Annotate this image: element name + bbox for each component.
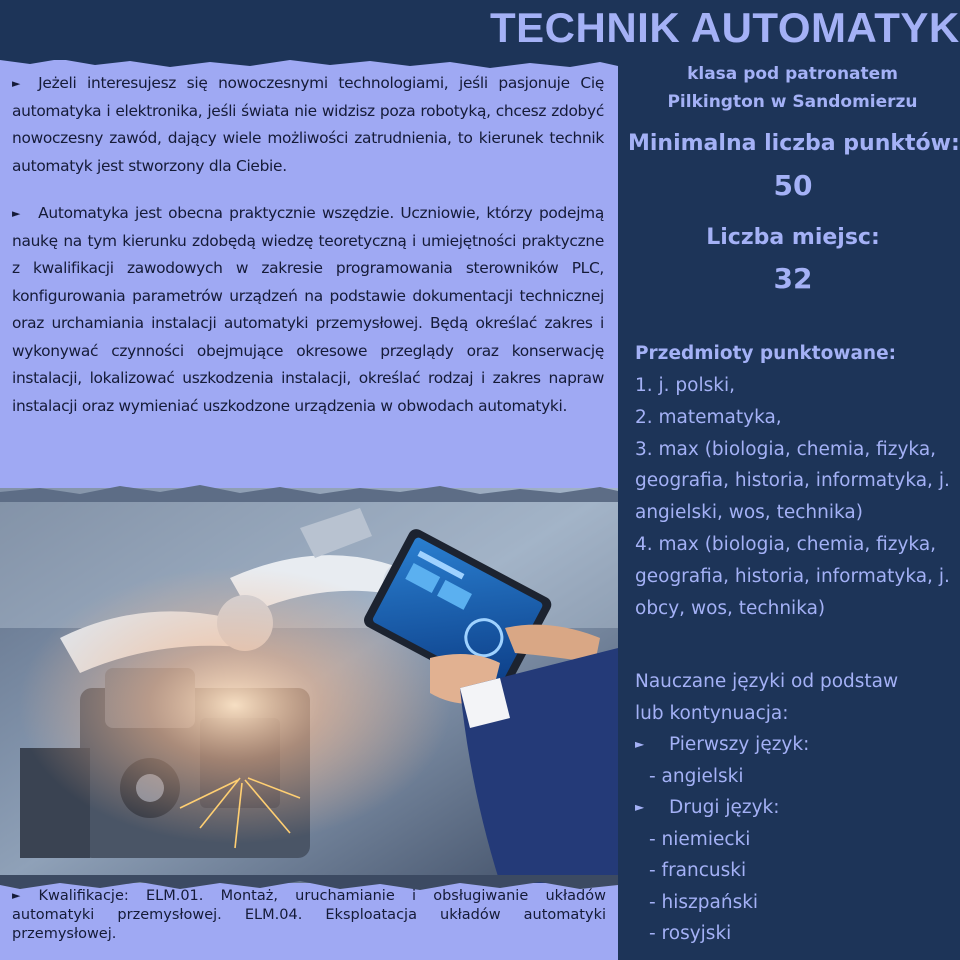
subtitle-line-2: Pilkington w Sandomierzu xyxy=(667,92,918,112)
automation-paragraph-text: Automatyka jest obecna praktycznie wszędzie. Uczniowie, którzy podejmą naukę na tym kierunku zdobędą wiedzę teoretyczną i umiejętności praktyczne z kwalifikacji zawodowych w zakresie programowania sterowników PLC, konfigurowania parametrów urządzeń na podstawie dokumentacji technicznej oraz urchamiania instalacji automatyki przemysłowej. Będą określać zakres i wykonywać czynności obejmujące okresowe przeglądy oraz konserwację instalacji, lokalizować uszkodzenia instalacji, określać rodzaj i zakres napraw instalacji oraz wymieniać uszkodzone urządzenia w obwodach automatyki. xyxy=(12,204,604,415)
qualifications-paragraph xyxy=(12,886,606,944)
subtitle xyxy=(640,60,945,116)
first-language-row xyxy=(635,729,957,761)
subject-item: 4. max (biologia, chemia, fizyka, geografia, historia, informatyka, j. obcy, wos, technika) xyxy=(635,533,950,619)
triangle-bullet-icon: ► xyxy=(635,800,645,814)
triangle-bullet-icon: ► xyxy=(12,77,21,90)
places-label: Liczba miejsc: xyxy=(706,225,880,250)
places-value: 32 xyxy=(773,262,813,295)
min-points-value: 50 xyxy=(773,169,813,202)
subject-item: 1. j. polski, xyxy=(635,375,736,396)
automation-paragraph xyxy=(12,200,604,420)
languages-heading-line-1: Nauczane języki od podstaw xyxy=(635,671,899,692)
robotics-illustration xyxy=(0,488,618,883)
triangle-bullet-icon: ► xyxy=(12,207,21,220)
language-item: - niemiecki xyxy=(649,828,751,850)
subject-item: 3. max (biologia, chemia, fizyka, geografia, historia, informatyka, j. angielski, wos, technika) xyxy=(635,438,950,524)
min-points-label: Minimalna liczba punktów: xyxy=(628,131,960,156)
qualifications-text: Kwalifikacje: ELM.01. Montaż, uruchamianie i obsługiwanie układów automatyki przemysłowej. ELM.04. Eksploatacja układów automatyki przemysłowej. xyxy=(12,888,606,942)
second-language-row xyxy=(635,792,957,824)
subject-item: 2. matematyka, xyxy=(635,406,782,428)
first-language-label: Pierwszy język: xyxy=(669,734,810,755)
torn-edge-photo-top xyxy=(0,480,618,502)
language-item: - angielski xyxy=(649,765,744,787)
page-title: TECHNIK AUTOMATYK xyxy=(490,4,960,51)
robotics-photo xyxy=(0,488,618,883)
languages-heading-line-2: lub kontynuacja: xyxy=(635,702,789,724)
language-item: - hiszpański xyxy=(649,891,759,913)
second-language-label: Drugi język: xyxy=(669,797,780,818)
language-item: - francuski xyxy=(649,860,747,881)
intro-paragraph xyxy=(12,70,604,180)
intro-paragraph-text: Jeżeli interesujesz się nowoczesnymi technologiami, jeśli pasjonuje Cię automatyka i elektronika, jeśli świata nie widzisz poza robotyką, chcesz zdobyć nowoczesny zawód, dający wiele możliwości zatrudnienia, to kierunek technik automatyk jest stworzony dla Ciebie. xyxy=(12,74,604,175)
triangle-bullet-icon: ► xyxy=(12,889,21,902)
triangle-bullet-icon: ► xyxy=(635,737,645,751)
languages-section xyxy=(635,666,957,950)
subjects-heading: Przedmioty punktowane: xyxy=(635,343,897,364)
subjects-list xyxy=(635,370,957,624)
subtitle-line-1: klasa pod patronatem xyxy=(687,64,898,84)
language-item: - rosyjski xyxy=(649,923,732,944)
